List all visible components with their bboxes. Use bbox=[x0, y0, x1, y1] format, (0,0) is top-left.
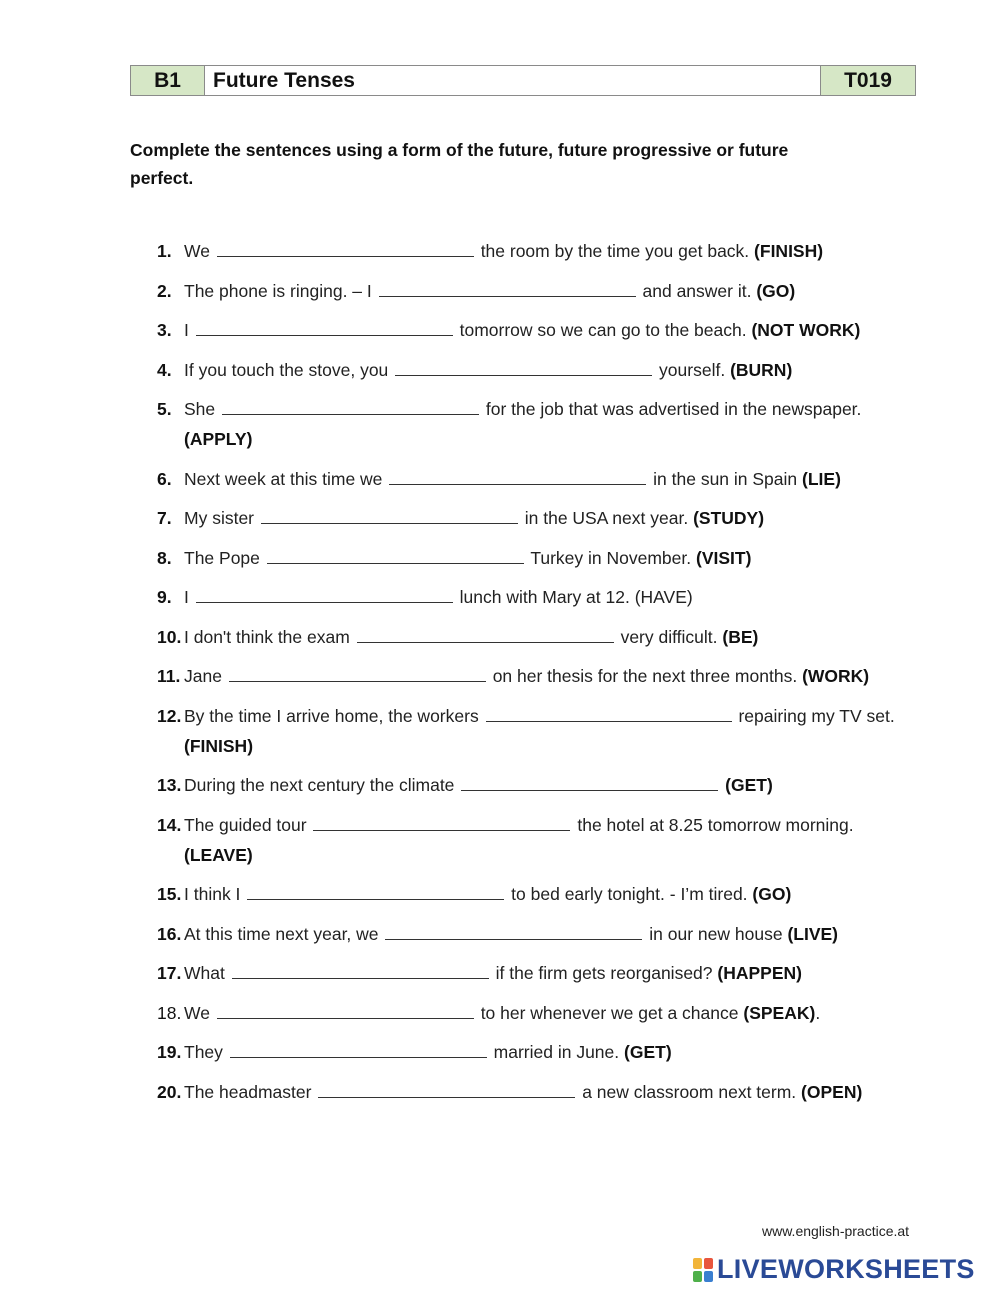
question-number: 9. bbox=[157, 587, 172, 607]
answer-blank[interactable] bbox=[389, 466, 646, 485]
question-number: 1. bbox=[157, 241, 172, 261]
answer-blank[interactable] bbox=[486, 703, 732, 722]
question-number: 18. bbox=[157, 1002, 182, 1023]
answer-blank[interactable] bbox=[385, 921, 642, 940]
answer-blank[interactable] bbox=[229, 663, 486, 682]
answer-blank[interactable] bbox=[461, 772, 718, 791]
answer-blank[interactable] bbox=[247, 881, 504, 900]
question-number: 20. bbox=[157, 1081, 182, 1102]
question-14: 14. The guided tour the hotel at 8.25 tomorrow morning. (LEAVE) bbox=[157, 810, 917, 870]
question-16: 16. At this time next year, we in our new house (LIVE) bbox=[157, 919, 917, 949]
question-number: 11. bbox=[157, 666, 181, 686]
question-7: 7. My sister in the USA next year. (STUDY) bbox=[157, 503, 917, 533]
question-number: 5. bbox=[157, 399, 172, 419]
question-number: 14. bbox=[157, 814, 182, 835]
question-number: 2. bbox=[157, 280, 172, 301]
question-11: 11. Jane on her thesis for the next three months. (WORK) bbox=[157, 661, 917, 691]
header-table bbox=[130, 65, 916, 96]
question-number: 12. bbox=[157, 705, 182, 726]
instructions: Complete the sentences using a form of the future, future progressive or future perfect. bbox=[130, 140, 789, 188]
answer-blank[interactable] bbox=[318, 1079, 575, 1098]
logo-mark-icon bbox=[693, 1258, 713, 1282]
answer-blank[interactable] bbox=[230, 1039, 487, 1058]
question-15: 15. I think I to bed early tonight. - I’m tired. (GO) bbox=[157, 879, 917, 909]
question-number: 19. bbox=[157, 1042, 182, 1062]
code-cell: T019 bbox=[820, 66, 915, 95]
source-url: www.english-practice.at bbox=[762, 1223, 910, 1239]
question-20: 20. The headmaster a new classroom next term. (OPEN) bbox=[157, 1077, 917, 1107]
question-19: 19. They married in June. (GET) bbox=[157, 1037, 917, 1067]
answer-blank[interactable] bbox=[357, 624, 614, 643]
question-number: 17. bbox=[157, 963, 182, 983]
question-1: 1. We the room by the time you get back. (FINISH) bbox=[157, 236, 917, 266]
question-17: 17. What if the firm gets reorganised? (HAPPEN) bbox=[157, 958, 917, 988]
question-number: 3. bbox=[157, 320, 172, 340]
answer-blank[interactable] bbox=[217, 238, 474, 257]
answer-blank[interactable] bbox=[261, 505, 518, 524]
question-number: 4. bbox=[157, 359, 172, 380]
answer-blank[interactable] bbox=[267, 545, 524, 564]
question-13: 13. During the next century the climate (GET) bbox=[157, 770, 917, 800]
question-10: 10. I don't think the exam very difficult. (BE) bbox=[157, 622, 917, 652]
question-list bbox=[157, 236, 917, 1107]
question-number: 15. bbox=[157, 884, 182, 904]
question-number: 7. bbox=[157, 508, 172, 528]
answer-blank[interactable] bbox=[196, 317, 453, 336]
question-2: 2. The phone is ringing. – I and answer it. (GO) bbox=[157, 276, 917, 306]
answer-blank[interactable] bbox=[395, 357, 652, 376]
answer-blank[interactable] bbox=[217, 1000, 474, 1019]
answer-blank[interactable] bbox=[313, 812, 570, 831]
question-8: 8. The Pope Turkey in November. (VISIT) bbox=[157, 543, 917, 573]
title-cell: Future Tenses bbox=[205, 66, 820, 95]
question-number: 10. bbox=[157, 626, 182, 647]
answer-blank[interactable] bbox=[196, 584, 453, 603]
question-number: 13. bbox=[157, 775, 182, 795]
question-3: 3. I tomorrow so we can go to the beach. (NOT WORK) bbox=[157, 315, 917, 345]
question-6: 6. Next week at this time we in the sun in Spain (LIE) bbox=[157, 464, 917, 494]
question-number: 6. bbox=[157, 468, 172, 489]
question-9: 9. I lunch with Mary at 12. (HAVE) bbox=[157, 582, 917, 612]
question-18: 18. We to her whenever we get a chance (SPEAK). bbox=[157, 998, 917, 1028]
question-number: 8. bbox=[157, 547, 172, 568]
answer-blank[interactable] bbox=[232, 960, 489, 979]
answer-blank[interactable] bbox=[379, 278, 636, 297]
question-4: 4. If you touch the stove, you yourself. (BURN) bbox=[157, 355, 917, 385]
level-cell: B1 bbox=[131, 66, 205, 95]
answer-blank[interactable] bbox=[222, 396, 479, 415]
logo-text: LIVEWORKSHEETS bbox=[717, 1254, 975, 1284]
question-5: 5. She for the job that was advertised in the newspaper. (APPLY) bbox=[157, 394, 917, 454]
question-number: 16. bbox=[157, 923, 182, 944]
liveworksheets-logo[interactable] bbox=[693, 1254, 975, 1285]
question-12: 12. By the time I arrive home, the workers repairing my TV set. (FINISH) bbox=[157, 701, 917, 761]
